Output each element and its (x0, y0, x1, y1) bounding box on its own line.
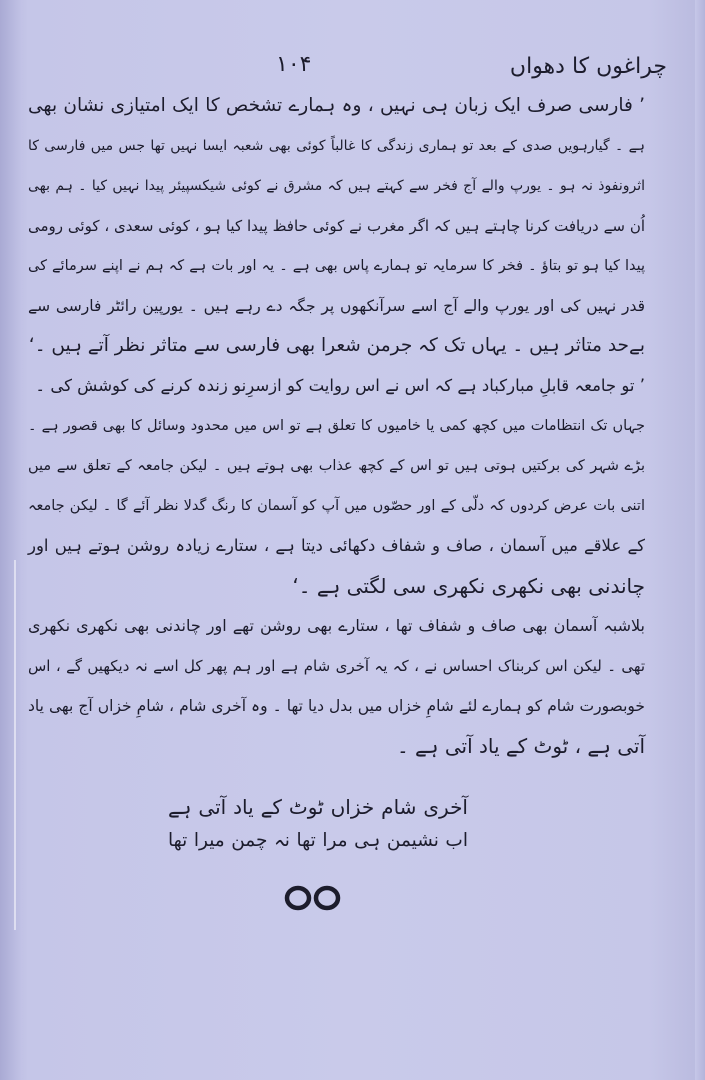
paragraph-1 (28, 86, 645, 366)
text-line: اتنی بات عرض کردوں کہ دلّی کے اور حصّوں میں آپ کو آسمان کا رنگ گدلا نظر آئے گا ۔ لیکن جامعہ (28, 498, 645, 514)
text-line: بڑے شہر کی برکتیں ہوتی ہیں تو اس کے کچھ عذاب بھی ہوتے ہیں ۔ لیکن جامعہ کے تعلق سے میں (28, 458, 645, 474)
text-line: کے علاقے میں آسمان ، صاف و شفاف دکھائی دیتا ہے ، ستارے زیادہ روشن ہوتے ہیں اور (28, 536, 645, 555)
text-line: اثرونفوذ نہ ہو ۔ یورپ والے آج فخر سے کہتے ہیں کہ مشرق نے کوئی شیکسپیئر پیدا نہیں کیا ۔ ہم بھی (28, 178, 645, 194)
verse-line: آخری شام خزاں ٹوٹ کے یاد آتی ہے (168, 795, 468, 819)
page-edge-right (695, 0, 705, 1080)
verse-line: اب نشیمن ہی مرا تھا نہ چمن میرا تھا (168, 830, 468, 851)
text-line: بلاشبہ آسمان بھی صاف و شفاف تھا ، ستارے بھی روشن تھے اور چاندنی بھی نکھری نکھری (28, 616, 645, 635)
page-number: ۱۰۴ (276, 52, 312, 77)
binding-crease (14, 560, 16, 930)
paragraph-2 (28, 366, 645, 606)
text-line: اُن سے دریافت کرنا چاہتے ہیں کہ اگر مغرب نے کوئی حافظ پیدا کیا ہو ، کوئی سعدی ، کوئی رومی (28, 217, 645, 235)
verse-couplet (168, 790, 468, 858)
page-gutter-left (0, 0, 22, 1080)
text-line: پیدا کیا ہو تو بتاؤ ۔ فخر کا سرمایہ تو ہمارے پاس بھی ہے ۔ یہ اور بات ہے کہ ہم نے اپنے سرمائے کی (28, 258, 645, 274)
text-line: ’ فارسی صرف ایک زبان ہی نہیں ، وہ ہمارے تشخص کا ایک امتیازی نشان بھی (28, 95, 645, 116)
text-line: ہے ۔ گیارہویں صدی کے بعد تو ہماری زندگی کا غالباً کوئی بھی شعبہ ایسا نہیں تھا جس میں فارسی کا (28, 138, 645, 154)
text-line: بےحد متاثر ہیں ۔ یہاں تک کہ جرمن شعرا بھی فارسی سے متاثر نظر آتے ہیں ۔‘ (28, 335, 645, 356)
end-of-chapter-ornament (283, 883, 343, 913)
text-line: جہاں تک انتظامات میں کچھ کمی یا خامیوں کا تعلق ہے تو اس میں محدود وسائل کا بھی قصور ہے ۔ (28, 418, 645, 434)
text-line: ’ تو جامعہ قابلِ مبارکباد ہے کہ اس نے اس روایت کو ازسرِنو زندہ کرنے کی کوشش کی ۔ (35, 376, 645, 395)
text-line: تھی ۔ لیکن اس کربناک احساس نے ، کہ یہ آخری شام ہے اور ہم پھر کل اسے نہ دیکھیں گے ، اس (28, 657, 645, 675)
paragraph-3 (28, 606, 645, 766)
text-line: چاندنی بھی نکھری نکھری سی لگتی ہے ۔‘ (292, 574, 645, 598)
text-line: قدر نہیں کی اور یورپ والے آج اسے سرآنکھوں پر جگہ دے رہے ہیں ۔ یورپین رائٹر فارسی سے (28, 297, 645, 315)
text-line: خوبصورت شام کو ہمارے لئے شامِ خزاں میں بدل دیا تھا ۔ وہ آخری شام ، شامِ خزاں آج بھی یاد (28, 697, 645, 715)
page-body-text (28, 86, 645, 766)
running-header-title: چراغوں کا دھواں (509, 54, 667, 79)
text-line: آتی ہے ، ٹوٹ کے یاد آتی ہے ۔ (396, 734, 645, 758)
